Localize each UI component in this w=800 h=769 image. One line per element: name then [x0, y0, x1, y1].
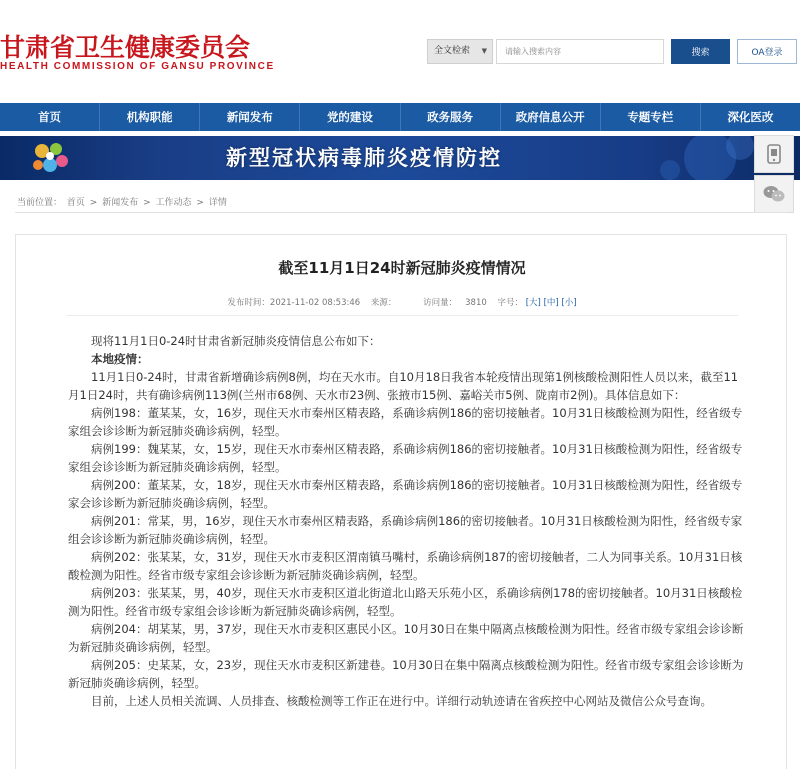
nav-item-topics[interactable]: 专题专栏: [601, 103, 701, 131]
article-title: 截至11月1日24时新冠肺炎疫情情况: [278, 259, 526, 277]
nav-item-organization[interactable]: 机构职能: [100, 103, 200, 131]
breadcrumb-news[interactable]: 新闻发布: [102, 198, 139, 208]
banner-emblem-icon: [28, 139, 72, 177]
paragraph: 病例203：张某某，男，40岁，现住天水市麦积区道北街道北山路天乐苑小区，系确诊病例178的密切接触者。10月31日核酸检测为阳性。经省市级专家组会诊诊断为新冠肺炎确诊病例，轻型。: [68, 586, 743, 618]
paragraph: 病例199：魏某某，女，15岁，现住天水市秦州区精表路，系确诊病例186的密切接触者。10月31日核酸检测为阳性，经省级专家组会诊诊断为新冠肺炎确诊病例，轻型。: [68, 442, 743, 474]
nav-item-disclosure[interactable]: 政府信息公开: [501, 103, 601, 131]
meta-divider: [66, 315, 738, 316]
publish-time-label: 发布时间：: [227, 298, 270, 308]
breadcrumb-sep: >: [196, 198, 204, 208]
oa-login-button[interactable]: OA登录: [737, 39, 797, 64]
paragraph: 病例198：董某某，女，16岁，现住天水市秦州区精表路，系确诊病例186的密切接触者。10月31日核酸检测为阳性，经省级专家组会诊诊断为新冠肺炎确诊病例，轻型。: [68, 406, 743, 438]
wechat-side-button[interactable]: [754, 175, 794, 213]
section-heading: 本地疫情：: [91, 352, 149, 366]
search-button[interactable]: 搜索: [671, 39, 730, 64]
main-nav: [0, 103, 800, 131]
paragraph: 病例205：史某某，女，23岁，现住天水市麦积区新建巷。10月30日在集中隔离点核酸检测为阳性。经省市级专家组会诊诊断为新冠肺炎确诊病例，轻型。: [68, 658, 744, 690]
nav-item-services[interactable]: 政务服务: [401, 103, 501, 131]
chevron-down-icon: ▼: [481, 47, 487, 55]
site-logo-cn[interactable]: 甘肃省卫生健康委员会: [0, 33, 251, 62]
breadcrumb-home[interactable]: 首页: [66, 198, 85, 208]
breadcrumb-divider: [15, 212, 787, 213]
visit-count: 3810: [465, 298, 487, 308]
font-size-large[interactable]: 大: [529, 298, 538, 308]
paragraph: 现将11月1日0-24时甘肃省新冠肺炎疫情信息公布如下：: [91, 334, 381, 348]
nav-item-reform[interactable]: 深化医改: [727, 110, 774, 124]
paragraph: 病例200：董某某，女，18岁，现住天水市秦州区精表路，系确诊病例186的密切接触者。10月31日核酸检测为阳性，经省级专家会诊诊断为新冠肺炎确诊病例，轻型。: [68, 478, 743, 510]
breadcrumb: [17, 195, 229, 208]
breadcrumb-work-updates[interactable]: 工作动态: [155, 198, 192, 208]
paragraph: 病例201：常某，男，16岁，现住天水市秦州区精表路，系确诊病例186的密切接触者。10月31日核酸检测为阳性，经省级专家组会诊诊断为新冠肺炎确诊病例，轻型。: [68, 514, 743, 546]
breadcrumb-detail: 详情: [208, 198, 227, 208]
epidemic-banner[interactable]: [0, 136, 800, 180]
breadcrumb-sep: >: [89, 198, 98, 208]
site-logo-en: HEALTH COMMISSION OF GANSU PROVINCE: [0, 61, 275, 72]
wechat-icon: [763, 185, 785, 203]
search-scope-select[interactable]: [427, 39, 493, 64]
paragraph: 病例202：张某某，女，31岁，现住天水市麦积区渭南镇马嘴村，系确诊病例187的密切接触者，二人为同事关系。10月31日核酸检测为阳性。经省市级专家组会诊诊断为新冠肺炎确诊病例，轻型。: [68, 550, 743, 582]
breadcrumb-sep: >: [143, 198, 151, 208]
nav-item-news[interactable]: 新闻发布: [200, 103, 300, 131]
mobile-icon: [766, 144, 782, 164]
source-label: 来源：: [370, 298, 397, 308]
search-input[interactable]: [496, 39, 664, 64]
virus-decoration-icon: [600, 136, 760, 180]
breadcrumb-prefix: 当前位置：: [17, 198, 63, 208]
paragraph: 病例204：胡某某，男，37岁，现住天水市麦积区惠民小区。10月30日在集中隔离点核酸检测为阳性。经省市级专家组会诊诊断为新冠肺炎确诊病例，轻型。: [68, 622, 744, 654]
nav-item-home[interactable]: 首页: [0, 103, 100, 131]
article-content: [68, 332, 748, 710]
font-size-small[interactable]: 小: [564, 298, 574, 308]
paragraph: 目前，上述人员相关流调、人员排查、核酸检测等工作正在进行中。详细行动轨迹请在省疾控中心网站及微信公众号查询。: [91, 694, 712, 708]
font-size-label: 字号：: [497, 298, 523, 308]
article-container: [15, 234, 787, 769]
search-scope-label: 全文检索: [434, 46, 471, 56]
site-header: [0, 0, 800, 100]
mobile-side-button[interactable]: [754, 135, 794, 173]
publish-time: 2021-11-02 08:53:46: [269, 298, 361, 308]
nav-item-party[interactable]: 党的建设: [300, 103, 400, 131]
article-meta: 发布时间：2021-11-02 08:53:46 来源： 访问量： 3810 字号： [大] [中] [小]: [227, 298, 577, 308]
paragraph: 11月1日0-24时，甘肃省新增确诊病例8例，均在天水市。自10月18日我省本轮疫情出现第1例核酸检测阳性人员以来，截至11月1日24时，共有确诊病例113例(兰州市68例、天水市23例、张掖市15例、嘉峪关市5例、陇南市2例)。具体信息如下：: [68, 370, 739, 402]
font-size-medium[interactable]: 中: [546, 298, 556, 308]
banner-title: 新型冠状病毒肺炎疫情防控: [226, 146, 502, 170]
visits-label: 访问量：: [423, 298, 458, 308]
